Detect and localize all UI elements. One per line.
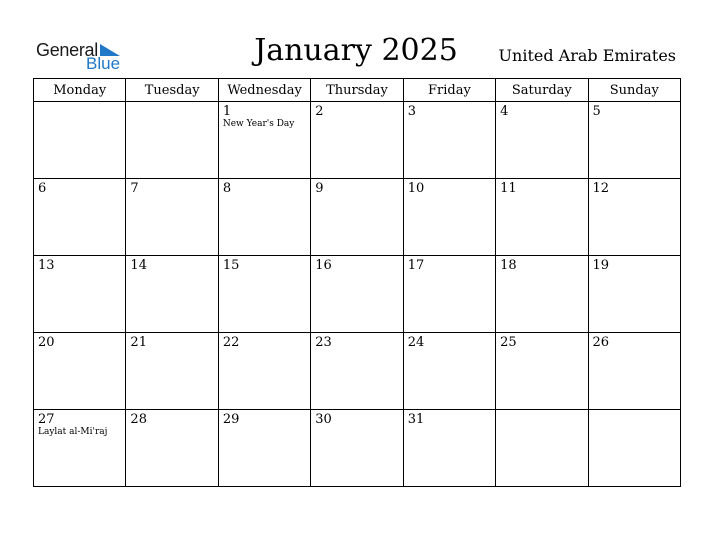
day-cell	[34, 410, 126, 487]
day-number: 23	[315, 335, 332, 350]
day-number: 1	[222, 104, 232, 119]
holiday-label: Laylat al-Mi'raj	[38, 427, 108, 437]
day-cell	[588, 256, 680, 333]
day-number: 13	[38, 258, 55, 273]
day-number: 29	[222, 412, 240, 427]
day-cell	[403, 410, 495, 487]
day-number: 7	[130, 181, 139, 196]
day-cell	[34, 256, 126, 333]
weekday-header-row	[34, 79, 681, 102]
day-number: 12	[592, 181, 610, 196]
day-cell	[126, 256, 218, 333]
day-cell	[311, 333, 403, 410]
weekday-header: Sunday	[588, 79, 680, 102]
holiday-label: New Year's Day	[222, 119, 295, 129]
week-row	[34, 256, 681, 333]
day-number: 10	[407, 181, 425, 196]
week-row	[34, 410, 681, 487]
week-row	[34, 333, 681, 410]
day-number: 21	[130, 335, 147, 350]
day-number: 27	[38, 412, 55, 427]
day-cell	[218, 333, 310, 410]
day-cell	[126, 410, 218, 487]
day-number: 20	[38, 335, 55, 350]
day-cell	[496, 102, 588, 179]
day-cell	[588, 410, 680, 487]
weekday-header: Monday	[34, 79, 126, 102]
day-cell	[126, 179, 218, 256]
day-cell	[34, 333, 126, 410]
day-number: 30	[315, 412, 332, 427]
day-number: 6	[38, 181, 47, 196]
logo-blue-text: Blue	[86, 54, 121, 73]
day-cell	[311, 256, 403, 333]
day-number: 19	[592, 258, 610, 273]
day-number: 2	[315, 104, 324, 119]
day-cell	[311, 410, 403, 487]
calendar-grid	[33, 78, 681, 487]
day-cell	[218, 410, 310, 487]
day-number: 16	[315, 258, 332, 273]
day-cell	[218, 179, 310, 256]
day-cell	[588, 179, 680, 256]
logo-general-text: General	[36, 40, 98, 60]
country-name: United Arab Emirates	[498, 46, 676, 65]
week-row	[34, 179, 681, 256]
day-number: 3	[407, 104, 416, 119]
calendar-title: January 2025	[254, 33, 458, 68]
day-number: 4	[500, 104, 509, 119]
day-number: 31	[407, 412, 425, 427]
day-number: 24	[407, 335, 425, 350]
day-number: 28	[130, 412, 147, 427]
day-number: 5	[592, 104, 601, 119]
day-cell	[496, 333, 588, 410]
day-cell	[126, 102, 218, 179]
day-cell	[588, 333, 680, 410]
day-number: 26	[592, 335, 610, 350]
day-cell	[311, 179, 403, 256]
day-number: 11	[500, 181, 517, 196]
day-cell	[496, 410, 588, 487]
week-row	[34, 102, 681, 179]
weekday-header: Friday	[403, 79, 495, 102]
weekday-header: Thursday	[311, 79, 403, 102]
day-cell	[34, 179, 126, 256]
day-number: 18	[500, 258, 517, 273]
day-cell	[496, 256, 588, 333]
day-cell	[218, 102, 310, 179]
day-cell	[403, 102, 495, 179]
weekday-header: Wednesday	[218, 79, 310, 102]
weekday-header: Tuesday	[126, 79, 218, 102]
day-cell	[403, 256, 495, 333]
day-number: 22	[222, 335, 240, 350]
weekday-header: Saturday	[496, 79, 588, 102]
day-number: 14	[130, 258, 147, 273]
day-number: 25	[500, 335, 517, 350]
day-number: 17	[407, 258, 425, 273]
day-cell	[218, 256, 310, 333]
day-cell	[403, 333, 495, 410]
day-number: 9	[315, 181, 324, 196]
day-number: 15	[222, 258, 240, 273]
day-cell	[311, 102, 403, 179]
day-cell	[588, 102, 680, 179]
day-number: 8	[222, 181, 232, 196]
day-cell	[496, 179, 588, 256]
day-cell	[34, 102, 126, 179]
day-cell	[403, 179, 495, 256]
day-cell	[126, 333, 218, 410]
